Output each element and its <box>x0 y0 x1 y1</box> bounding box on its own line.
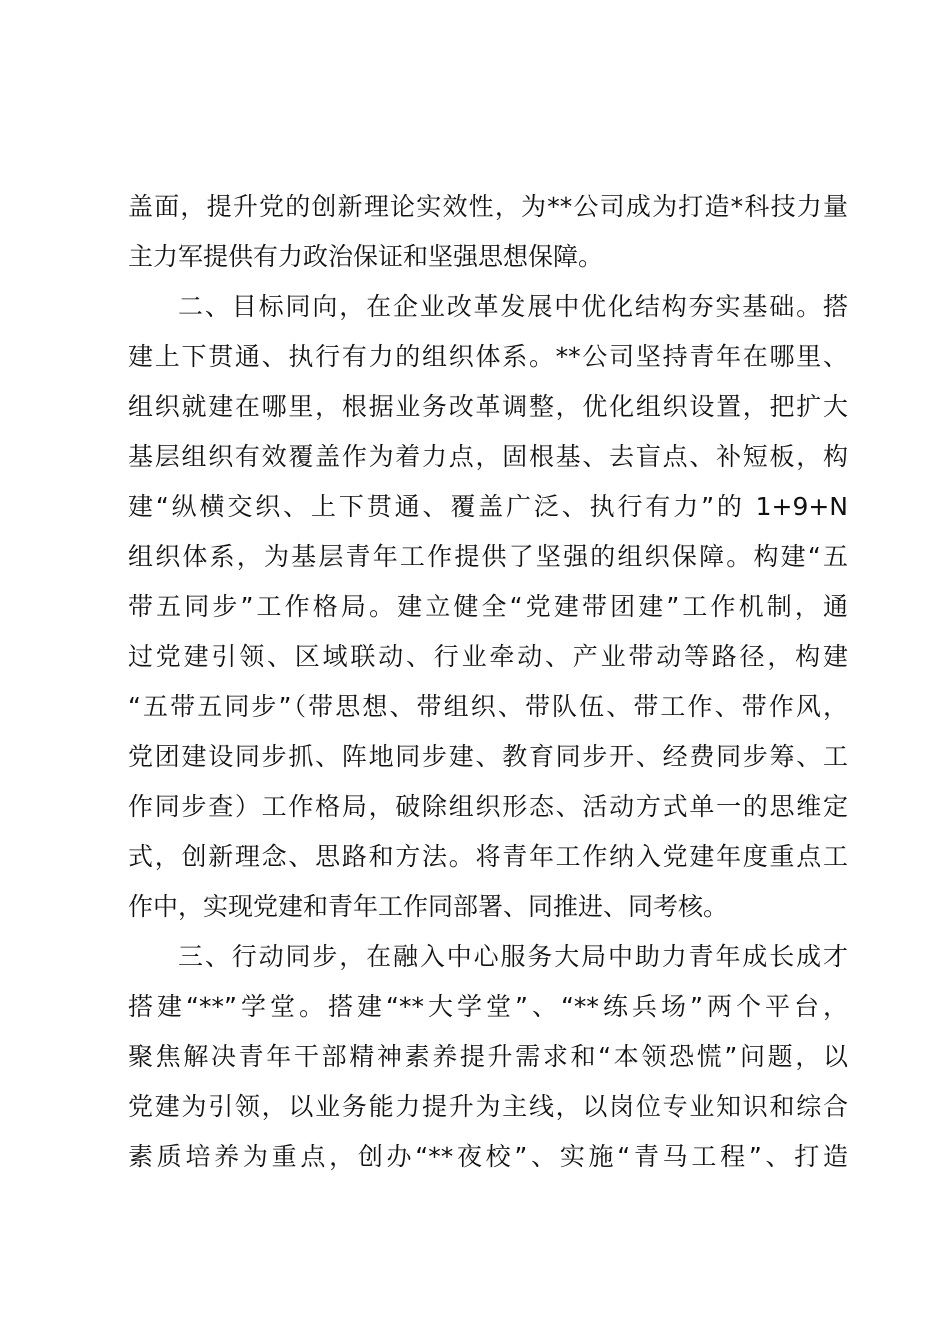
text-line: 聚焦解决青年干部精神素养提升需求和“本领恐慌”问题，以 <box>128 1042 848 1071</box>
document-body <box>128 182 848 1182</box>
text-line: 作中，实现党建和青年工作同部署、同推进、同考核。 <box>128 892 729 921</box>
text-line: “五带五同步”（带思想、带组织、带队伍、带工作、带作风， <box>128 692 848 721</box>
text-line: 建上下贯通、执行有力的组织体系。**公司坚持青年在哪里、 <box>128 342 848 371</box>
text-line: 作同步查）工作格局，破除组织形态、活动方式单一的思维定 <box>128 792 848 821</box>
paragraph-2 <box>128 282 848 932</box>
paragraph-1 <box>128 182 848 282</box>
text-line: 搭建“**”学堂。搭建“**大学堂”、“**练兵场”两个平台， <box>128 992 848 1021</box>
text-line: 组织就建在哪里，根据业务改革调整，优化组织设置，把扩大 <box>128 392 848 421</box>
text-line: 带五同步”工作格局。建立健全“党建带团建”工作机制，通 <box>128 592 848 621</box>
text-line: 基层组织有效覆盖作为着力点，固根基、去盲点、补短板，构 <box>128 442 848 471</box>
text-line: 式，创新理念、思路和方法。将青年工作纳入党建年度重点工 <box>128 842 848 871</box>
text-line: 过党建引领、区域联动、行业牵动、产业带动等路径，构建 <box>128 642 848 671</box>
text-line: 素质培养为重点，创办“**夜校”、实施“青马工程”、打造 <box>128 1142 848 1171</box>
paragraph-3 <box>128 932 848 1182</box>
text-line: 主力军提供有力政治保证和坚强思想保障。 <box>128 242 604 271</box>
text-line: 党团建设同步抓、阵地同步建、教育同步开、经费同步筹、工 <box>128 742 848 771</box>
text-line: 三、行动同步，在融入中心服务大局中助力青年成长成才 <box>178 942 848 971</box>
text-line: 党建为引领，以业务能力提升为主线，以岗位专业知识和综合 <box>128 1092 848 1121</box>
text-line: 二、目标同向，在企业改革发展中优化结构夯实基础。搭 <box>178 292 848 321</box>
text-line: 盖面，提升党的创新理论实效性，为**公司成为打造*科技力量 <box>128 192 848 221</box>
text-line: 建“纵横交织、上下贯通、覆盖广泛、执行有力”的 1+9+N <box>128 492 848 521</box>
text-line: 组织体系，为基层青年工作提供了坚强的组织保障。构建“五 <box>128 542 848 571</box>
